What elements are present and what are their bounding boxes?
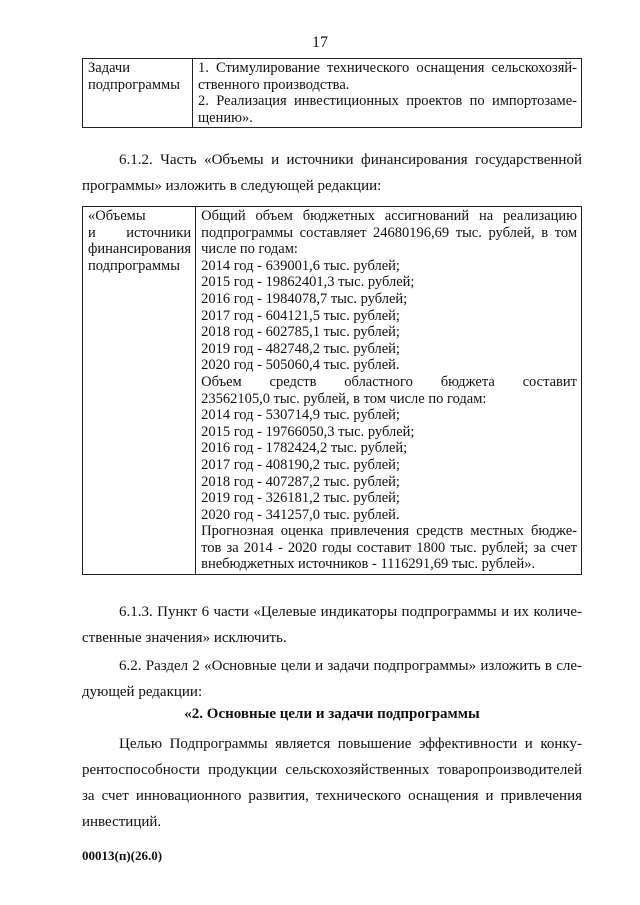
tasks-label-line: Задачи [88,60,130,76]
total-year-line: 2018 год - 602785,1 тыс. рублей; [201,324,400,341]
paragraph-6-1-3: 6.1.3. Пункт 6 части «Целевые индикаторы подпрограммы и их количе-ственные значения» исключить. [82,604,582,646]
paragraph-6-2: 6.2. Раздел 2 «Основные цели и задачи подпрограммы» изложить в сле-дующей редакции: [82,658,582,700]
funding-label-line: подпрограммы [88,257,180,274]
page-number: 17 [312,34,328,51]
tasks-row [83,59,582,128]
total-year-line: 2020 год - 505060,4 тыс. рублей. [201,357,400,374]
funding-row [83,207,582,575]
total-year-line: 2015 год - 19862401,3 тыс. рублей; [201,274,415,291]
task-item-2: 2. Реализация инвестиционных проектов по импортозаме-щению». [198,93,577,126]
tasks-table [82,58,582,128]
total-budget-intro: Общий объем бюджетных ассигнований на реализацию подпрограммы составляет 24680196,69 тыс. рублей, в том числе по годам: [201,208,577,258]
footer-code: 00013(п)(26.0) [82,848,163,863]
forecast-text: Прогнозная оценка привлечения средств местных бюдже-тов за 2014 - 2020 годы составит 1800 тыс. рублей; за счет внебюджетных источников - 1116291,69 тыс. рублей». [201,523,577,573]
total-year-line: 2016 год - 1984078,7 тыс. рублей; [201,290,408,307]
tasks-label-cell [83,59,193,128]
regional-year-line: 2019 год - 326181,2 тыс. рублей; [201,490,400,507]
regional-year-line: 2017 год - 408190,2 тыс. рублей; [201,456,400,473]
paragraph-6-1-2: 6.1.2. Часть «Объемы и источники финансирования государственной программы» изложить в следующей редакции: [82,152,582,194]
funding-label-word: и [88,224,96,241]
regional-year-line: 2014 год - 530714,9 тыс. рублей; [201,407,400,424]
total-year-line: 2014 год - 639001,6 тыс. рублей; [201,257,400,274]
funding-content-cell [196,207,582,575]
funding-label-word: источники [126,224,192,241]
task-item-1: 1. Стимулирование технического оснащения сельскохозяй-ственного производства. [198,60,577,93]
tasks-content-cell [193,59,582,128]
funding-table [82,206,582,575]
total-year-line: 2019 год - 482748,2 тыс. рублей; [201,340,400,357]
regional-budget-intro: 23562105,0 тыс. рублей, в том числе по годам: [201,390,487,407]
regional-year-line: 2015 год - 19766050,3 тыс. рублей; [201,423,415,440]
goal-paragraph: Целью Подпрограммы является повышение эффективности и конку-рентоспособности продукции сельскохозяйственных товаропроизводителей за счет инновационного развития, технического оснащения и привлечения инвестиций. [82,736,582,830]
regional-year-line: 2020 год - 341257,0 тыс. рублей. [201,506,400,523]
funding-label-line: финансирования [88,241,192,258]
regional-year-line: 2016 год - 1782424,2 тыс. рублей; [201,440,408,457]
regional-budget-intro: Объем средств областного бюджета составит [201,373,577,390]
funding-label-cell [83,207,196,575]
total-year-line: 2017 год - 604121,5 тыс. рублей; [201,307,400,324]
tasks-label-line: подпрограммы [88,76,180,93]
regional-year-line: 2018 год - 407287,2 тыс. рублей; [201,473,400,490]
funding-label-line [88,225,191,242]
section-heading: «2. Основные цели и задачи подпрограммы [184,706,480,722]
funding-label-line: «Объемы [88,208,146,224]
